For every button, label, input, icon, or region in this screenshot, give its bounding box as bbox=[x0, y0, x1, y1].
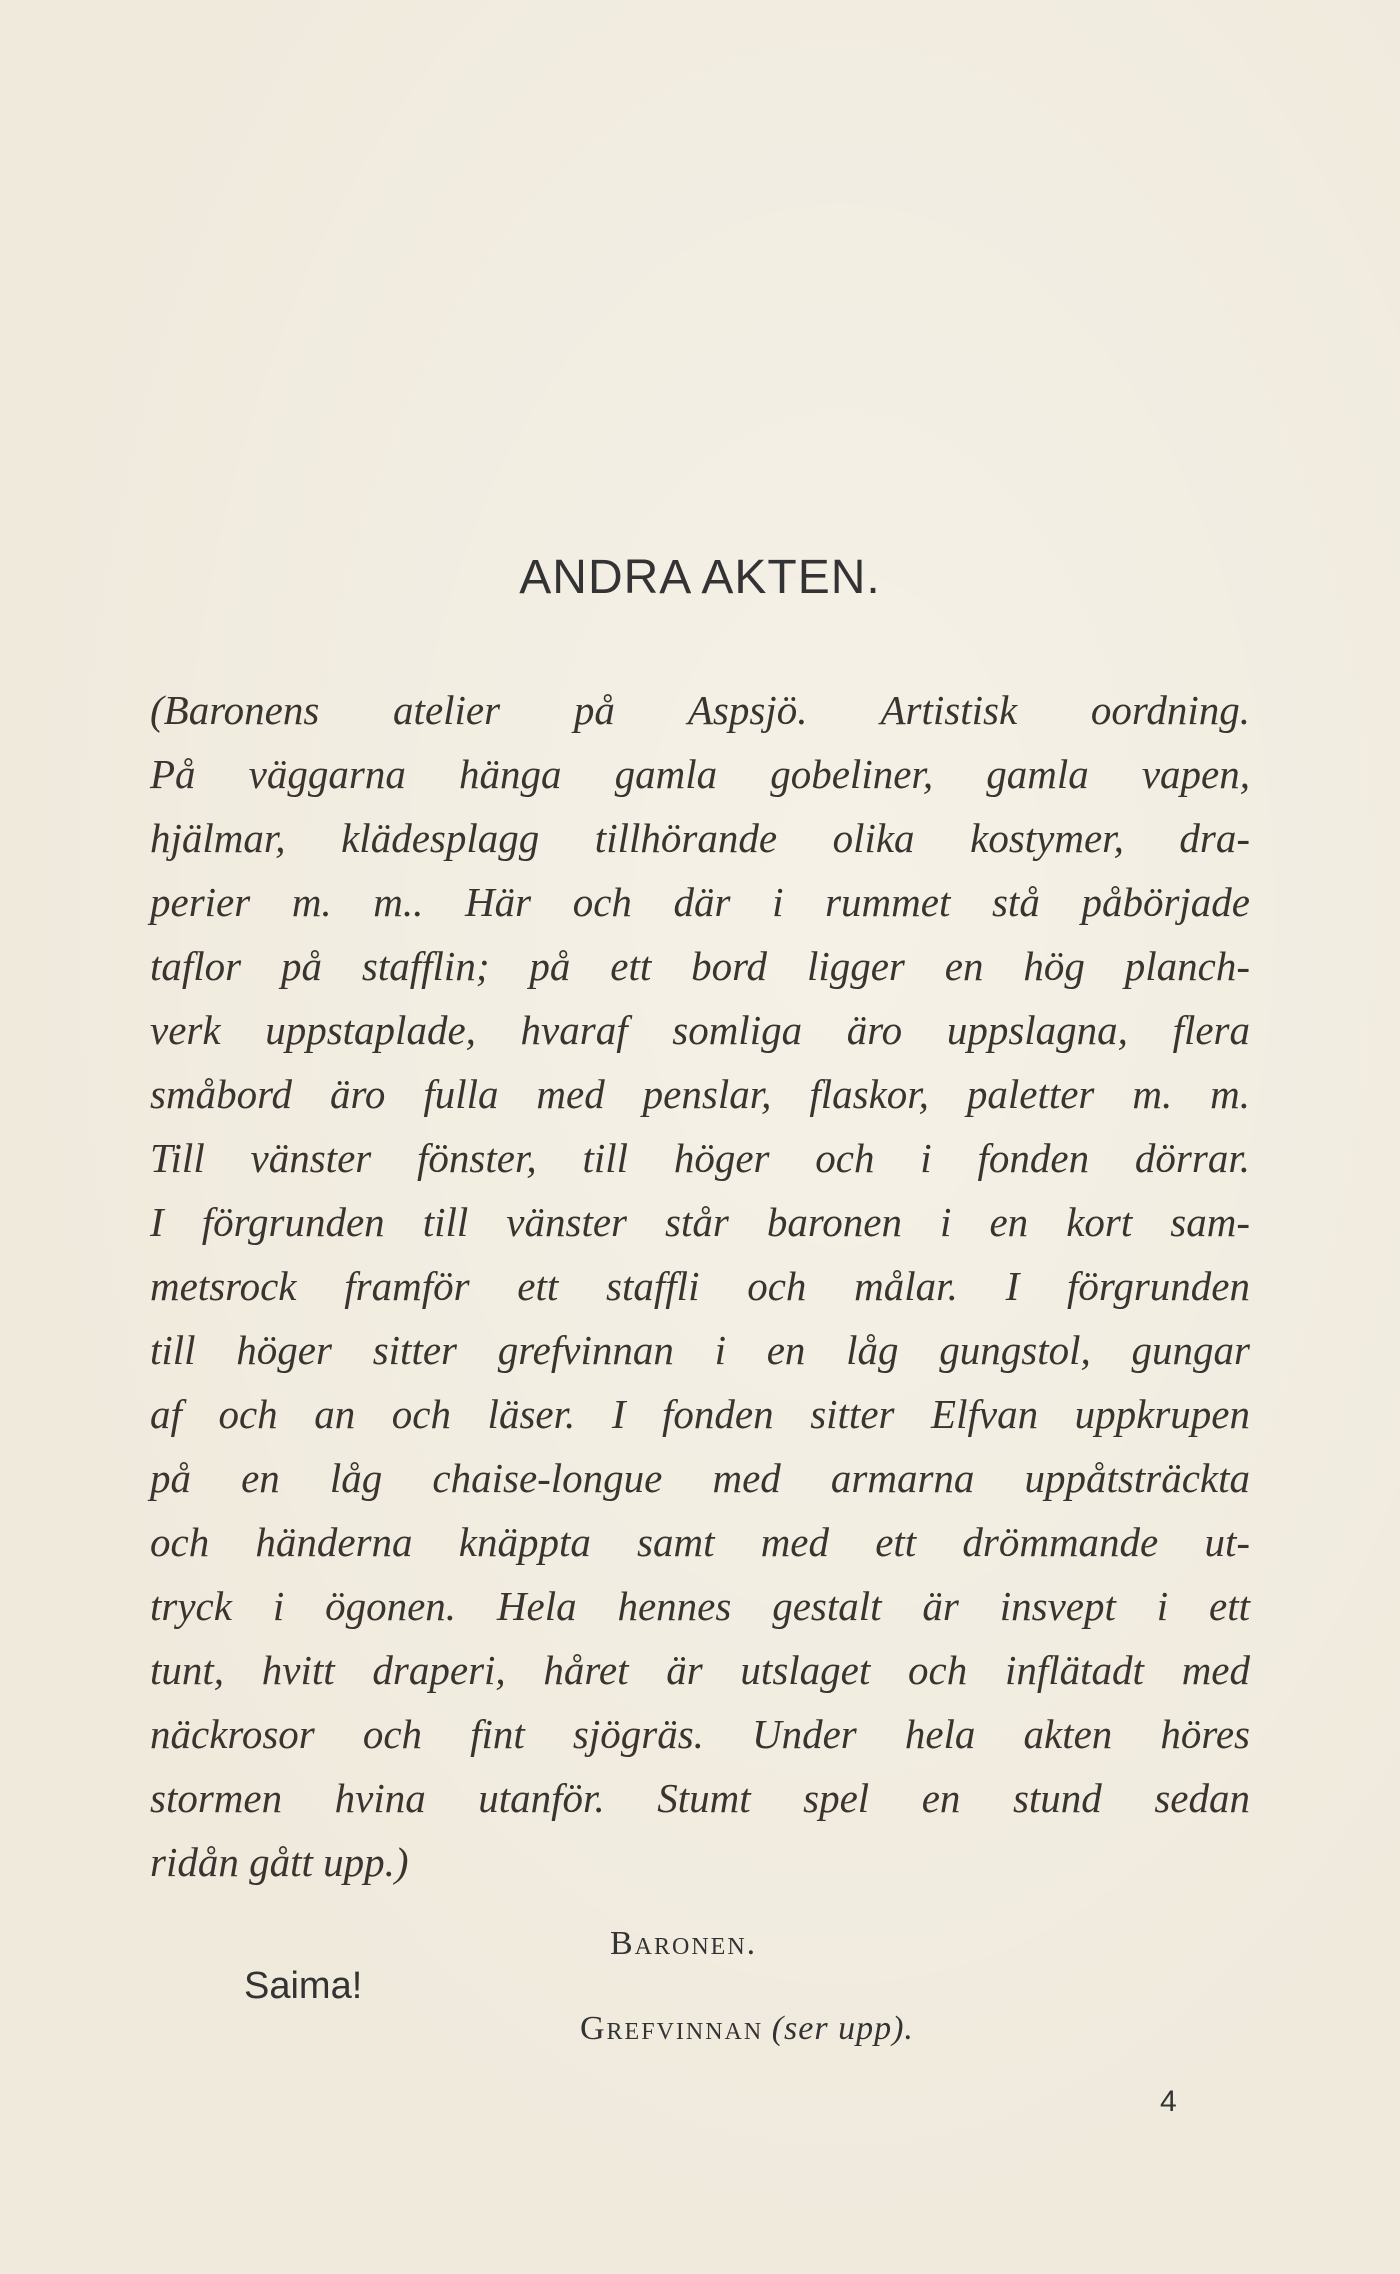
stage-line: verk uppstaplade, hvaraf somliga äro uppslagna, flera bbox=[150, 1007, 1250, 1053]
stage-line: taflor på stafflin; på ett bord ligger en hög planch- bbox=[150, 943, 1250, 989]
speaker-grefvinnan-direction: (ser upp). bbox=[771, 2010, 914, 2047]
stage-line: ridån gått upp.) bbox=[150, 1839, 409, 1885]
stage-direction bbox=[150, 678, 1250, 1894]
stage-line: småbord äro fulla med penslar, flaskor, paletter m. m. bbox=[150, 1071, 1250, 1117]
stage-line: hjälmar, klädesplagg tillhörande olika kostymer, dra- bbox=[150, 815, 1250, 861]
stage-line: Till vänster fönster, till höger och i fonden dörrar. bbox=[150, 1135, 1250, 1181]
stage-line: På väggarna hänga gamla gobeliner, gamla vapen, bbox=[150, 751, 1250, 797]
stage-line: stormen hvina utanför. Stumt spel en stund sedan bbox=[150, 1775, 1250, 1821]
stage-line: till höger sitter grefvinnan i en låg gungstol, gungar bbox=[150, 1327, 1250, 1373]
stage-line: af och an och läser. I fonden sitter Elfvan uppkrupen bbox=[150, 1391, 1250, 1437]
stage-line: tunt, hvitt draperi, håret är utslaget och inflätadt med bbox=[150, 1647, 1250, 1693]
act-heading: ANDRA AKTEN. bbox=[519, 551, 881, 604]
stage-line: perier m. m.. Här och där i rummet stå påbörjade bbox=[150, 879, 1250, 925]
speaker-grefvinnan-name: Grefvinnan bbox=[580, 2010, 764, 2047]
stage-line: näckrosor och fint sjögräs. Under hela akten höres bbox=[150, 1711, 1250, 1757]
stage-line: (Baronens atelier på Aspsjö. Artistisk oordning. bbox=[150, 687, 1250, 733]
stage-line: och händerna knäppta samt med ett drömmande ut- bbox=[150, 1519, 1250, 1565]
page-number: 4 bbox=[1160, 2085, 1177, 2118]
stage-line: på en låg chaise-longue med armarna uppåtsträckta bbox=[150, 1455, 1250, 1501]
speaker-grefvinnan bbox=[580, 2010, 914, 2048]
stage-line: tryck i ögonen. Hela hennes gestalt är insvept i ett bbox=[150, 1583, 1250, 1629]
speech-saima: Saima! bbox=[244, 1965, 363, 2007]
stage-line: I förgrunden till vänster står baronen i en kort sam- bbox=[150, 1199, 1250, 1245]
speaker-baronen: Baronen. bbox=[610, 1925, 758, 1962]
stage-line: metsrock framför ett staffli och målar. I förgrunden bbox=[150, 1263, 1250, 1309]
